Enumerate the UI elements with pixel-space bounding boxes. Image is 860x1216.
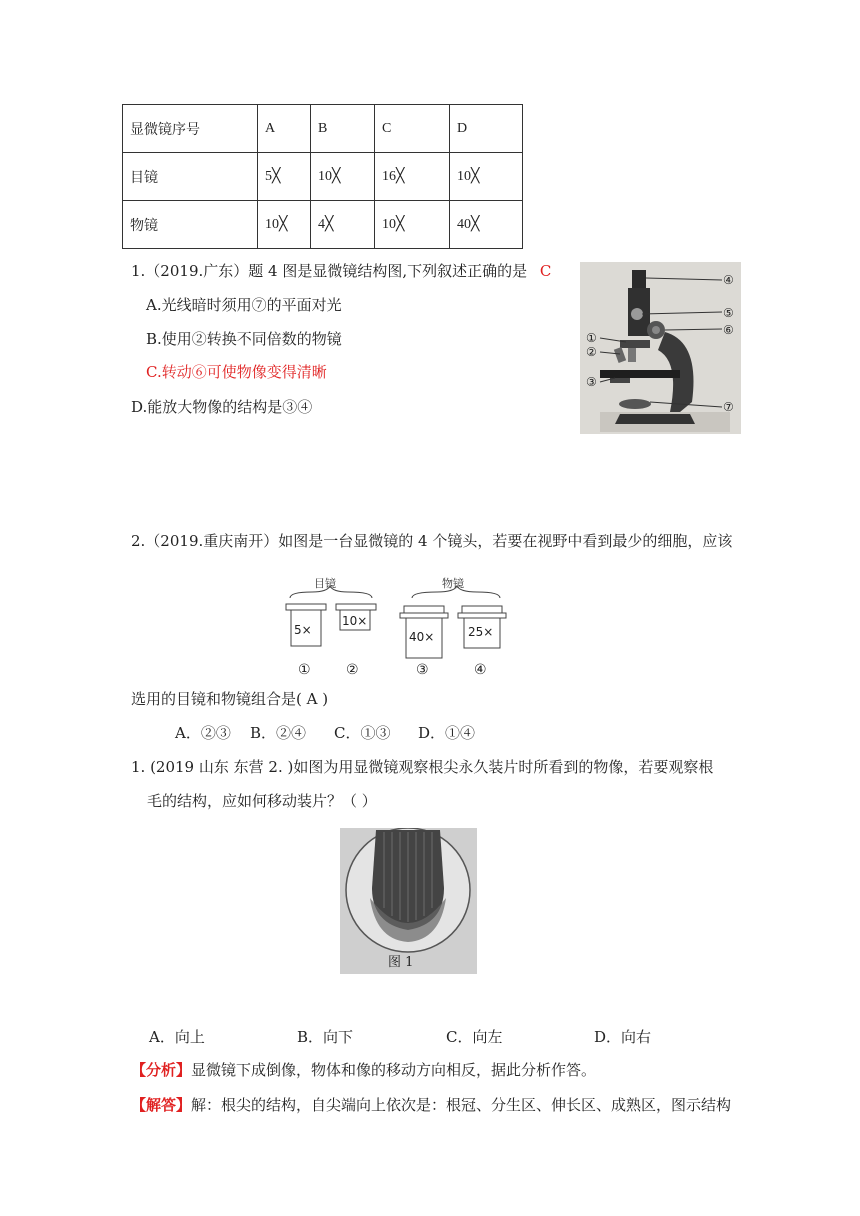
lens-number-1: ① <box>298 662 311 678</box>
table-cell: 10╳ <box>375 201 450 249</box>
root-tip-caption: 图 1 <box>388 955 414 970</box>
table-cell: 16╳ <box>375 153 450 201</box>
table-header-cell: A <box>258 105 311 153</box>
label-6: ⑥ <box>723 323 734 337</box>
q1-option-a: A.光线暗时须用⑦的平面对光 <box>146 296 342 314</box>
table-cell: 物镜 <box>123 201 258 249</box>
lens-figure <box>282 574 512 682</box>
q3-analysis <box>131 1059 596 1080</box>
lens-label-40x: 40× <box>409 630 435 644</box>
q1-option-d: D.能放大物像的结构是③④ <box>131 398 313 416</box>
lens-number-3: ③ <box>416 662 429 678</box>
table-cell: 10╳ <box>311 153 375 201</box>
q1-stem-line <box>131 260 551 281</box>
table-header-cell: D <box>450 105 523 153</box>
microscope-spec-table <box>122 104 523 249</box>
table-cell: 10╳ <box>450 153 523 201</box>
label-4: ④ <box>723 273 734 287</box>
table-header-cell: C <box>375 105 450 153</box>
table-cell: 40╳ <box>450 201 523 249</box>
label-5: ⑤ <box>723 306 734 320</box>
microscope-drawing <box>580 262 741 434</box>
solution-tag: 【解答】 <box>131 1096 192 1114</box>
q1-answer: C <box>539 262 552 280</box>
q2-stem-continued: 选用的目镜和物镜组合是( A ) <box>131 690 329 708</box>
lens-number-4: ④ <box>474 662 487 678</box>
q2-option-c: C．①③ <box>334 724 391 742</box>
table-row <box>123 105 523 153</box>
q3-stem-line1: 1. (2019 山东 东营 2. )如图为用显微镜观察根尖永久装片时所看到的物像，若要观察根 <box>131 758 714 776</box>
q3-option-a: A．向上 <box>149 1028 205 1046</box>
solution-text: 解：根尖的结构，自尖端向上依次是：根冠、分生区、伸长区、成熟区，图示结构 <box>191 1096 732 1114</box>
microscope-structure-figure <box>580 262 741 434</box>
label-7: ⑦ <box>723 400 734 414</box>
q3-stem-line2: 毛的结构，应如何移动装片？（ ） <box>147 792 377 810</box>
table-header-cell: B <box>311 105 375 153</box>
q3-solution <box>131 1094 731 1115</box>
table-cell: 目镜 <box>123 153 258 201</box>
label-1: ① <box>586 331 597 345</box>
q1-stem: 1.（2019.广东）题 4 图是显微镜结构图,下列叙述正确的是 <box>131 262 528 280</box>
q1-option-b: B.使用②转换不同倍数的物镜 <box>146 330 342 348</box>
q1-option-c: C.转动⑥可使物像变得清晰 <box>146 363 327 381</box>
q2-option-b: B．②④ <box>250 724 307 742</box>
lens-label-5x: 5× <box>294 623 312 637</box>
eyepiece-group-label: 目镜 <box>314 577 336 590</box>
table-row <box>123 153 523 201</box>
lens-label-10x: 10× <box>342 614 368 628</box>
table-cell: 10╳ <box>258 201 311 249</box>
analysis-text: 显微镜下成倒像，物体和像的移动方向相反，据此分析作答。 <box>191 1061 597 1079</box>
q3-option-c: C．向左 <box>446 1028 503 1046</box>
table-header-cell: 显微镜序号 <box>123 105 258 153</box>
root-tip-drawing <box>340 828 477 974</box>
q3-option-d: D．向右 <box>594 1028 652 1046</box>
q2-stem: 2.（2019.重庆南开）如图是一台显微镜的 4 个镜头，若要在视野中看到最少的细胞，应该 <box>131 532 733 550</box>
analysis-tag: 【分析】 <box>131 1061 192 1079</box>
objective-group-label: 物镜 <box>442 577 464 590</box>
root-tip-figure <box>340 828 477 974</box>
label-3: ③ <box>586 375 597 389</box>
q2-option-d: D．①④ <box>418 724 476 742</box>
lens-label-25x: 25× <box>468 625 494 639</box>
table-cell: 5╳ <box>258 153 311 201</box>
lens-number-2: ② <box>346 662 359 678</box>
label-2: ② <box>586 345 597 359</box>
q3-option-b: B．向下 <box>297 1028 354 1046</box>
table-cell: 4╳ <box>311 201 375 249</box>
q2-option-a: A．②③ <box>175 724 231 742</box>
table-row <box>123 201 523 249</box>
